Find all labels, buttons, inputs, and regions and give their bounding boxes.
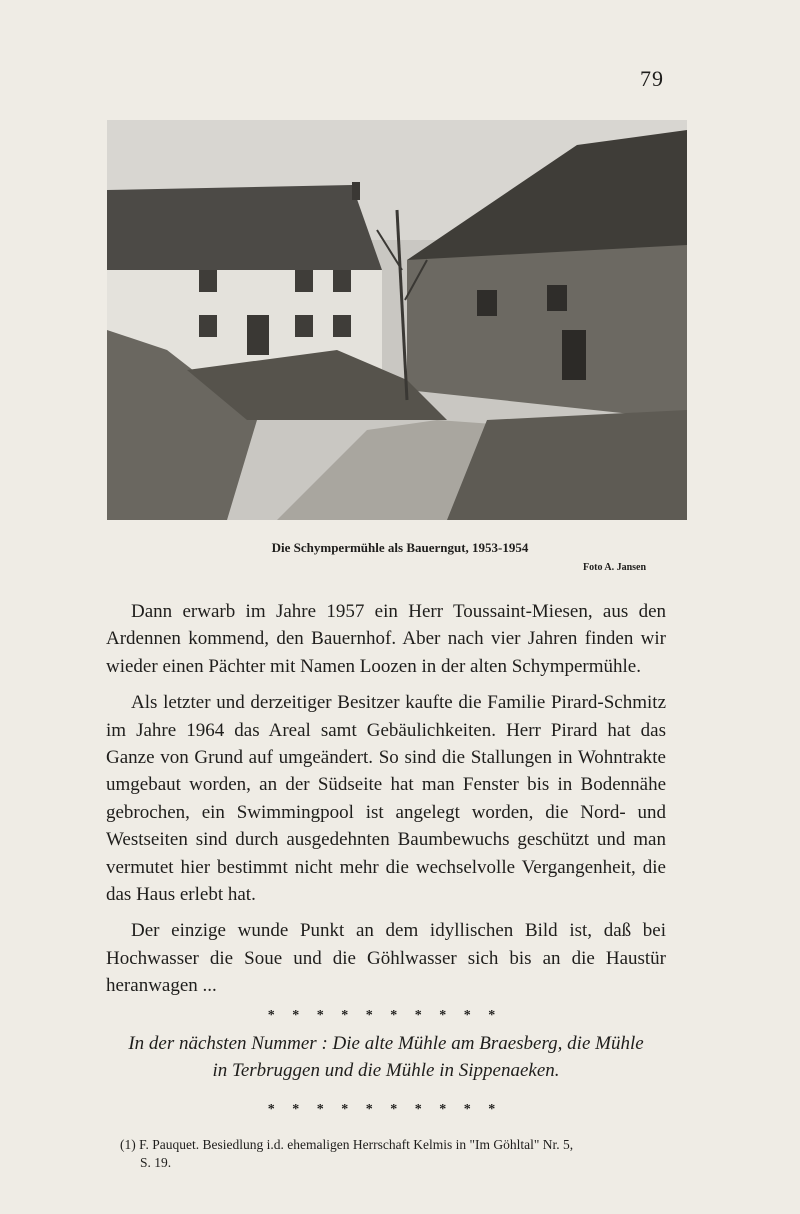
footnote-line: S. 19. bbox=[140, 1155, 172, 1170]
star-separator: * * * * * * * * * * bbox=[267, 1102, 503, 1117]
paragraph: Der einzige wunde Punkt an dem idyllischen Bild ist, daß bei Hochwasser die Soue und die Göhlwasser sich bis an die Haustür heranwagen ... bbox=[106, 920, 666, 997]
body-text bbox=[106, 598, 666, 1009]
farmhouse-photo bbox=[107, 120, 687, 520]
paragraph: Als letzter und derzeitiger Besitzer kaufte die Familie Pirard-Schmitz im Jahre 1964 das Areal samt Gebäulichkeiten. Herr Pirard hat das Ganze von Grund auf umgeändert. So sind die Stallungen in Wohntrakte umgebaut worden, an der Südseite hat man Fenster bis in Bodennähe gebrochen, ein Swimmingpool ist angelegt worden, die Nord- und Westseiten sind durch ausgedehnten Baumbewuchs geschützt und man vermutet hier bestimmt nicht mehr die wechselvolle Vergangenheit, die das Haus erlebt hat. bbox=[106, 692, 666, 906]
footnote-line: (1) F. Pauquet. Besiedlung i.d. ehemaligen Herrschaft Kelmis in "Im Göhltal" Nr. 5, bbox=[120, 1137, 574, 1152]
page-number: 79 bbox=[640, 66, 664, 91]
next-issue-line: In der nächsten Nummer : Die alte Mühle am Braesberg, die Mühle bbox=[128, 1033, 644, 1054]
paragraph: Dann erwarb im Jahre 1957 ein Herr Toussaint-Miesen, aus den Ardennen kommend, den Bauernhof. Aber nach vier Jahren finden wir wieder einen Pächter mit Namen Loozen in der alten Schympermühle. bbox=[106, 601, 666, 677]
next-issue-line: in Terbruggen und die Mühle in Sippenaeken. bbox=[212, 1060, 560, 1081]
photo-credit: Foto A. Jansen bbox=[583, 562, 647, 573]
footnote bbox=[120, 1136, 680, 1172]
figure-caption: Die Schympermühle als Bauerngut, 1953-1954 bbox=[271, 540, 529, 555]
star-separator: * * * * * * * * * * bbox=[267, 1008, 503, 1023]
next-issue-note bbox=[106, 1030, 666, 1084]
